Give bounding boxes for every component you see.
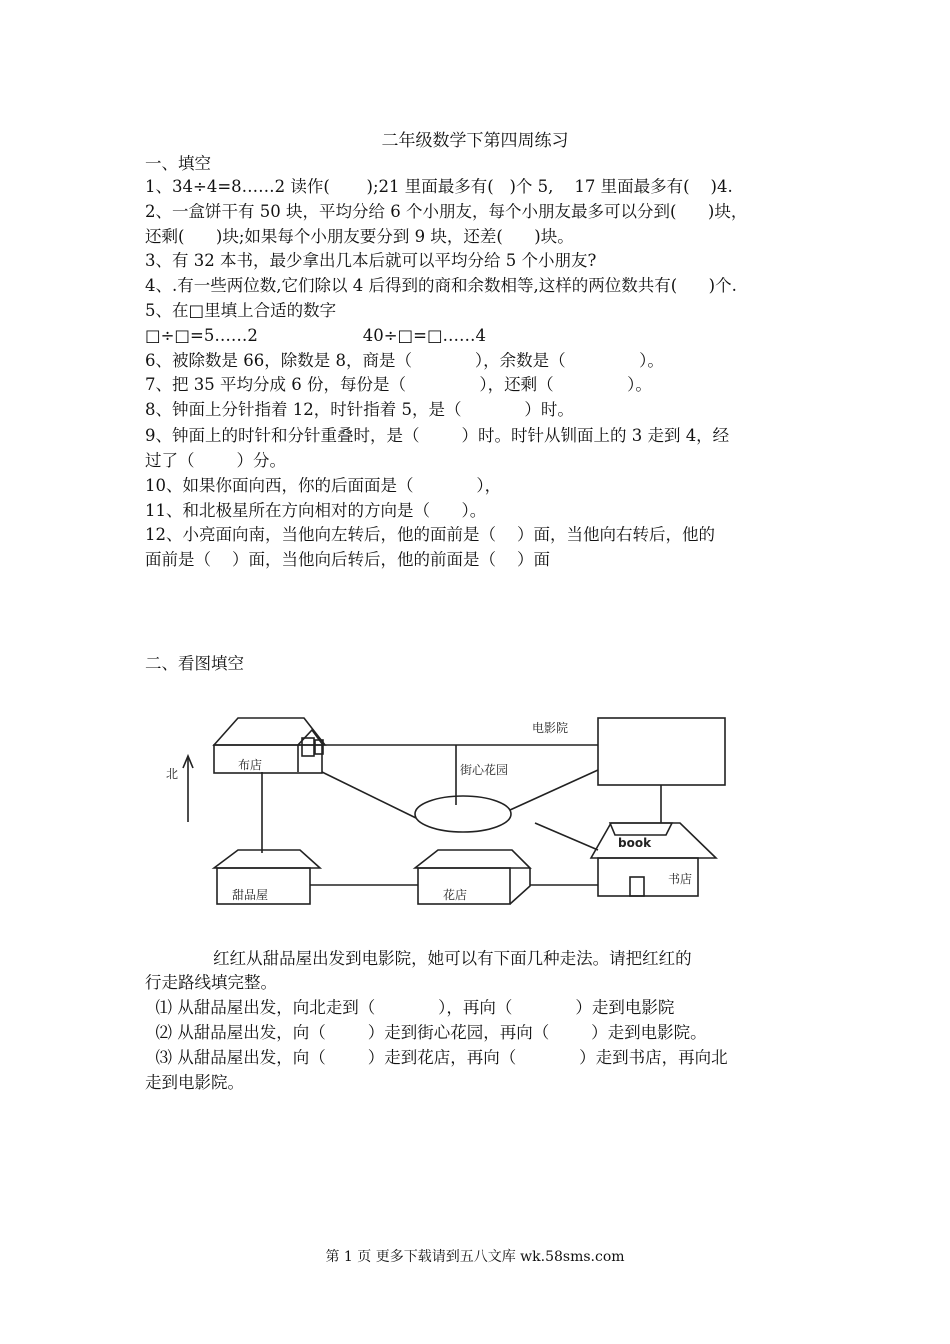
q1-line: 1、34÷4=8……2 读作( );21 里面最多有( )个 5, 17 里面最多有( )4. [145,177,733,196]
garden-label: 街心花园 [460,763,509,777]
bookstore-label: 书店 [668,872,693,886]
section2-heading: 二、看图填空 [145,654,244,673]
route-3-cont: 走到电影院。 [145,1073,244,1092]
q5-line: 5、在□里填上合适的数字 [145,301,337,320]
q4-line: 4、.有一些两位数,它们除以 4 后得到的商和余数相等,这样的两位数共有( )个. [145,276,737,295]
section1-heading: 一、填空 [145,154,211,173]
q5-equations: □÷□=5……2 40÷□=□……4 [145,326,487,345]
q3-line: 3、有 32 本书，最少拿出几本后就可以平均分给 5 个小朋友? [145,251,597,270]
book-sign-label: book [618,836,652,850]
q9-line-cont: 过了（ ）分。 [145,451,286,470]
page-footer: 第 1 页 更多下载请到五八文库 wk.58sms.com [325,1249,625,1265]
route-intro: 红红从甜品屋出发到电影院，她可以有下面几种走法。请把红红的 [145,949,692,968]
q7-line: 7、把 35 平均分成 6 份，每份是（ ），还剩（ ）。 [145,375,652,394]
cinema-label: 电影院 [532,721,569,735]
dessert-shop-label: 甜品屋 [232,888,269,902]
q12-line-cont: 面前是（ ）面，当他向后转后，他的前面是（ ）面 [145,550,550,569]
q11-line: 11、和北极星所在方向相对的方向是（ ）。 [145,501,487,520]
page-title: 二年级数学下第四周练习 [381,131,569,151]
north-label: 北 [166,767,179,781]
route-2: ⑵ 从甜品屋出发，向（ ）走到街心花园，再向（ ）走到电影院。 [145,1023,707,1042]
q2-line: 2、一盒饼干有 50 块，平均分给 6 个小朋友，每个小朋友最多可以分到( )块， [145,202,748,221]
q6-line: 6、被除数是 66，除数是 8，商是（ ），余数是（ ）。 [145,351,664,370]
cloth-shop-label: 布店 [238,758,263,772]
route-3: ⑶ 从甜品屋出发，向（ ）走到花店，再向（ ）走到书店，再向北 [145,1048,728,1067]
flower-shop-label: 花店 [443,888,468,902]
route-1: ⑴ 从甜品屋出发，向北走到（ ），再向（ ）走到电影院 [145,998,675,1017]
route-intro-cont: 行走路线填完整。 [145,973,277,992]
q8-line: 8、钟面上分针指着 12，时针指着 5，是（ ）时。 [145,400,574,419]
q12-line: 12、小亮面向南，当他向左转后，他的面前是（ ）面，当他向右转后，他的 [145,525,715,544]
q10-line: 10、如果你面向西，你的后面面是（ ）， [145,476,502,495]
q9-line: 9、钟面上的时针和分针重叠时，是（ ）时。时针从钏面上的 3 走到 4，经 [145,426,730,445]
q2-line-cont: 还剩( )块;如果每个小朋友要分到 9 块，还差( )块。 [145,227,574,246]
